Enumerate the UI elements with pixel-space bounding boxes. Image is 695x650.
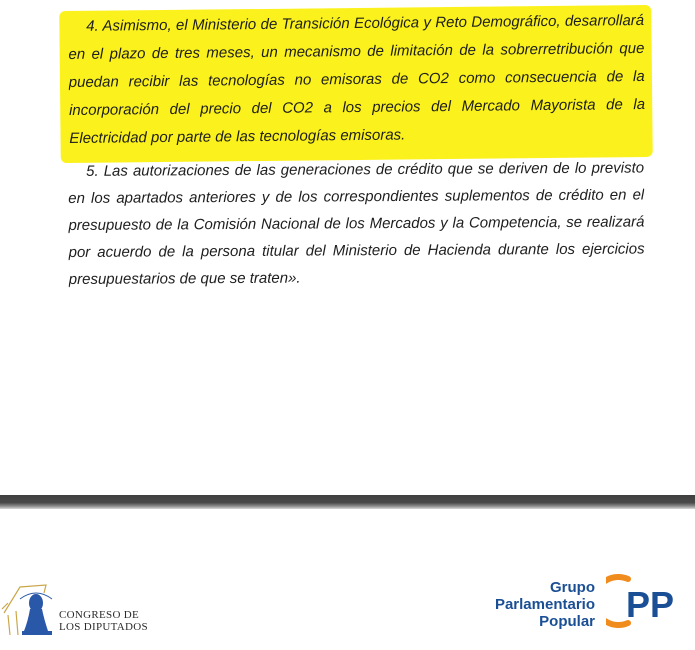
paragraph-5 bbox=[68, 154, 645, 293]
page-divider bbox=[0, 495, 695, 509]
paragraph-5-line: por acuerdo de la persona titular del Ministerio de Hacienda durante los ejercicios bbox=[68, 240, 645, 261]
congreso-line1: CONGRESO DE bbox=[59, 609, 139, 621]
grupo-parlamentario-wordmark bbox=[495, 579, 595, 630]
paragraph-4-line: 4. Asimismo, el Ministerio de Transición Ecológica y Reto Demográfico, desarrollará bbox=[86, 11, 645, 35]
paragraph-5-line: presupuestarios de que se traten». bbox=[68, 269, 301, 288]
paragraph-4-line: puedan recibir las tecnologías no emisoras de CO2 como consecuencia de la bbox=[68, 67, 645, 91]
paragraph-5-line: presupuesto de la Comisión Nacional de los Mercados y la Competencia, se realizará bbox=[68, 213, 645, 234]
pp-logo-icon bbox=[606, 573, 682, 629]
congreso-wordmark bbox=[59, 609, 148, 633]
paragraph-5-line: 5. Las autorizaciones de las generaciones de crédito que se deriven de lo previsto bbox=[86, 159, 645, 180]
pp-logo-text: PP bbox=[626, 584, 675, 625]
paragraph-4-line: incorporación del precio del CO2 a los precios del Mercado Mayorista de la bbox=[68, 95, 646, 119]
footer bbox=[0, 509, 695, 650]
paragraph-4-line: Electricidad por parte de las tecnologías emisoras. bbox=[69, 126, 406, 147]
grupo-line2: Parlamentario bbox=[494, 596, 595, 613]
congreso-line2: LOS DIPUTADOS bbox=[59, 621, 148, 633]
grupo-line1: Grupo bbox=[550, 579, 595, 596]
paragraph-4 bbox=[68, 7, 645, 153]
grupo-line3: Popular bbox=[539, 613, 595, 630]
paragraph-5-line: en los apartados anteriores y de los correspondientes suplementos de crédito en el bbox=[68, 186, 645, 207]
paragraph-4-line: en el plazo de tres meses, un mecanismo de limitación de la sobrerretribución que bbox=[68, 39, 645, 63]
